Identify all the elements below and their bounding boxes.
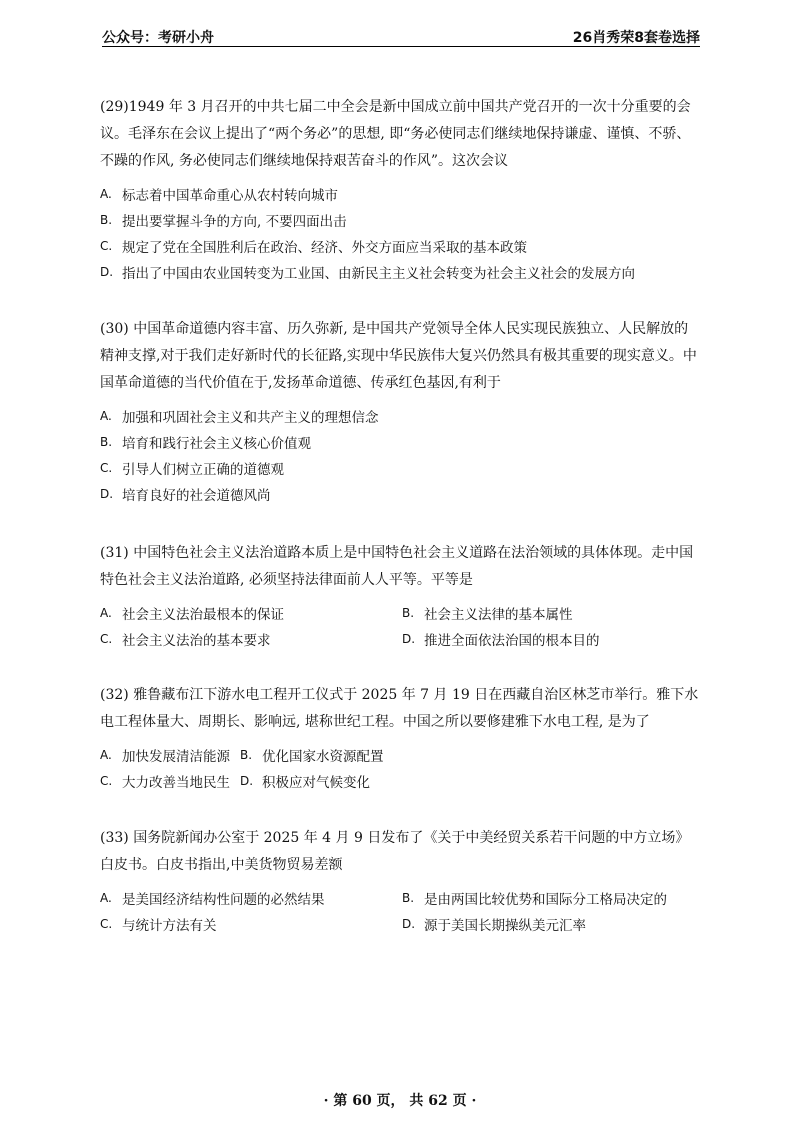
- option-letter: C.: [100, 239, 113, 253]
- option-letter: A.: [100, 891, 112, 905]
- option-d[interactable]: [100, 262, 635, 282]
- option-a[interactable]: [100, 888, 402, 908]
- option-letter: D.: [402, 632, 416, 646]
- option-text: 推进全面依法治国的根本目的: [424, 633, 600, 649]
- option-letter: C.: [100, 774, 113, 788]
- question-stem: (30) 中国革命道德内容丰富、历久弥新, 是中国共产党领导全体人民实现民族独立、人民解放的精神支撑,对于我们走好新时代的长征路,实现中华民族伟大复兴仍然具有极其重要的现实意义。中国革命道德的当代价值在于,发扬革命道德、传承红色基因,有利于: [100, 321, 697, 391]
- option-a[interactable]: [100, 745, 230, 765]
- option-b[interactable]: [100, 432, 311, 452]
- question-options: [100, 600, 700, 652]
- option-text: 培育和践行社会主义核心价值观: [122, 436, 311, 452]
- header-source-label: 公众号：考研小舟: [102, 30, 214, 46]
- option-letter: D.: [100, 487, 114, 501]
- option-text: 社会主义法律的基本属性: [424, 607, 573, 623]
- question-stem: (29)1949 年 3 月召开的中共七届二中全会是新中国成立前中国共产党召开的一次十分重要的会议。毛泽东在会议上提出了“两个务必”的思想, 即“务必使同志们继续地保持谦虚、谨慎、不骄、不躁的作风, 务必使同志们继续地保持艰苦奋斗的作风”。这次会议: [100, 99, 691, 169]
- option-text: 标志着中国革命重心从农村转向城市: [122, 188, 338, 204]
- option-b[interactable]: [402, 603, 573, 623]
- option-letter: C.: [100, 461, 113, 475]
- option-text: 提出要掌握斗争的方向, 不要四面出击: [122, 214, 347, 230]
- question-stem: (33) 国务院新闻办公室于 2025 年 4 月 9 日发布了《关于中美经贸关系若干问题的中方立场》白皮书。白皮书指出,中美货物贸易差额: [100, 830, 690, 873]
- option-d[interactable]: [240, 771, 370, 791]
- option-letter: C.: [100, 632, 113, 646]
- question-stem: (32) 雅鲁藏布江下游水电工程开工仪式于 2025 年 7 月 19 日在西藏自治区林芝市举行。雅下水电工程体量大、周期长、影响远, 堪称世纪工程。中国之所以要修建雅下水电工程, 是为了: [100, 687, 699, 730]
- option-letter: B.: [100, 213, 113, 227]
- option-text: 社会主义法治的基本要求: [122, 633, 271, 649]
- option-text: 社会主义法治最根本的保证: [122, 607, 284, 623]
- option-letter: A.: [100, 748, 112, 762]
- option-text: 指出了中国由农业国转变为工业国、由新民主主义社会转变为社会主义社会的发展方向: [122, 266, 635, 282]
- option-c[interactable]: [100, 629, 402, 649]
- option-a[interactable]: [100, 184, 338, 204]
- option-letter: D.: [240, 774, 254, 788]
- question-30: [100, 316, 700, 507]
- option-text: 大力改善当地民生: [122, 775, 230, 791]
- question-options: [100, 885, 700, 937]
- option-letter: D.: [100, 265, 114, 279]
- option-c[interactable]: [100, 771, 230, 791]
- option-text: 是由两国比较优势和国际分工格局决定的: [424, 892, 667, 908]
- option-text: 培育良好的社会道德风尚: [122, 488, 271, 504]
- option-letter: A.: [100, 187, 112, 201]
- question-stem: (31) 中国特色社会主义法治道路本质上是中国特色社会主义道路在法治领域的具体体现。走中国特色社会主义法治道路, 必须坚持法律面前人人平等。平等是: [100, 545, 694, 588]
- option-text: 规定了党在全国胜利后在政治、经济、外交方面应当采取的基本政策: [122, 240, 527, 256]
- option-a[interactable]: [100, 406, 379, 426]
- question-33: [100, 825, 700, 937]
- question-options: [100, 181, 700, 285]
- header-title-label: 26肖秀荣8套卷选择: [572, 30, 700, 46]
- option-text: 积极应对气候变化: [262, 775, 370, 791]
- option-letter: B.: [402, 891, 415, 905]
- option-letter: A.: [100, 409, 112, 423]
- option-c[interactable]: [100, 914, 402, 934]
- option-letter: B.: [402, 606, 415, 620]
- option-a[interactable]: [100, 603, 402, 623]
- option-d[interactable]: [402, 914, 586, 934]
- option-letter: B.: [100, 435, 113, 449]
- option-b[interactable]: [402, 888, 667, 908]
- option-text: 加快发展清洁能源: [122, 749, 230, 765]
- option-text: 源于美国长期操纵美元汇率: [424, 918, 586, 934]
- page-number-footer: · 第 60 页， 共 62 页 ·: [323, 1093, 477, 1109]
- question-options: [100, 742, 700, 794]
- option-d[interactable]: [402, 629, 600, 649]
- question-32: [100, 682, 700, 794]
- option-letter: A.: [100, 606, 112, 620]
- question-31: [100, 540, 700, 652]
- option-text: 引导人们树立正确的道德观: [122, 462, 284, 478]
- option-c[interactable]: [100, 236, 527, 256]
- option-letter: C.: [100, 917, 113, 931]
- option-text: 与统计方法有关: [122, 918, 217, 934]
- option-b[interactable]: [240, 745, 384, 765]
- option-text: 加强和巩固社会主义和共产主义的理想信念: [122, 410, 379, 426]
- option-text: 是美国经济结构性问题的必然结果: [122, 892, 325, 908]
- option-letter: D.: [402, 917, 416, 931]
- option-b[interactable]: [100, 210, 347, 230]
- option-d[interactable]: [100, 484, 271, 504]
- question-options: [100, 403, 700, 507]
- option-c[interactable]: [100, 458, 284, 478]
- option-text: 优化国家水资源配置: [262, 749, 384, 765]
- question-29: [100, 94, 700, 285]
- option-letter: B.: [240, 748, 253, 762]
- page-header: [102, 26, 700, 47]
